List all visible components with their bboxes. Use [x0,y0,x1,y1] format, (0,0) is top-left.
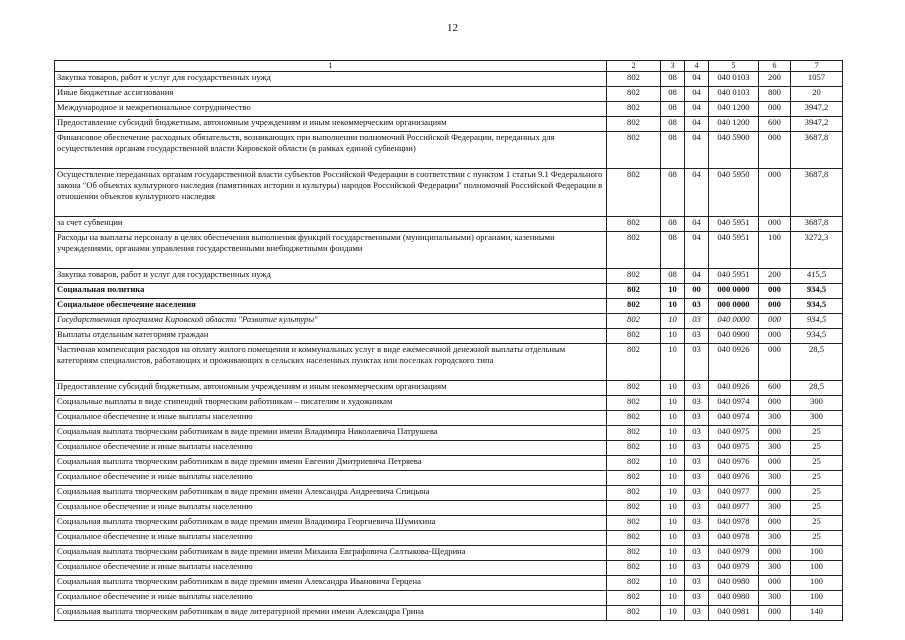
amount: 3687,8 [791,217,843,232]
code-section: 10 [661,576,685,591]
code-subsection: 03 [685,329,709,344]
code-subsection: 04 [685,87,709,102]
code-expense-type: 300 [759,591,791,606]
row-description: Закупка товаров, работ и услуг для государственных нужд [55,269,607,284]
code-subsection: 03 [685,531,709,546]
code-expense-type: 000 [759,102,791,117]
amount: 300 [791,411,843,426]
code-ministry: 802 [607,576,661,591]
code-section: 10 [661,546,685,561]
code-section: 08 [661,269,685,284]
code-section: 10 [661,591,685,606]
code-subsection: 03 [685,441,709,456]
row-description: Выплаты отдельным категориям граждан [55,329,607,344]
code-subsection: 03 [685,381,709,396]
code-section: 10 [661,441,685,456]
row-description: Социальное обеспечение и иные выплаты населению [55,531,607,546]
code-ministry: 802 [607,284,661,299]
code-target-article: 040 0981 [709,606,759,621]
code-section: 10 [661,471,685,486]
table-row [55,531,843,546]
code-expense-type: 300 [759,411,791,426]
header-cell: 4 [685,61,709,72]
code-subsection: 04 [685,169,709,217]
table-row [55,344,843,381]
code-subsection: 03 [685,591,709,606]
amount: 25 [791,441,843,456]
code-subsection: 03 [685,576,709,591]
page-number: 12 [447,22,458,34]
table-row [55,217,843,232]
row-description: Международное и межрегиональное сотрудничество [55,102,607,117]
code-target-article: 040 0977 [709,486,759,501]
table-body [55,61,843,621]
code-section: 10 [661,486,685,501]
code-expense-type: 600 [759,381,791,396]
code-ministry: 802 [607,426,661,441]
table-row [55,299,843,314]
code-ministry: 802 [607,117,661,132]
code-target-article: 040 0103 [709,72,759,87]
amount: 100 [791,576,843,591]
code-target-article: 040 0978 [709,516,759,531]
code-target-article: 040 0926 [709,344,759,381]
code-expense-type: 600 [759,117,791,132]
row-description: Предоставление субсидий бюджетным, автономным учреждениям и иным некоммерческим организациям [55,117,607,132]
code-subsection: 03 [685,411,709,426]
code-expense-type: 300 [759,501,791,516]
row-description: Социальная выплата творческим работникам в виде премии имени Евгения Дмитриевича Петряева [55,456,607,471]
code-expense-type: 800 [759,87,791,102]
code-target-article: 040 0103 [709,87,759,102]
code-ministry: 802 [607,486,661,501]
code-expense-type: 300 [759,441,791,456]
code-subsection: 04 [685,269,709,284]
row-description: Социальное обеспечение и иные выплаты населению [55,411,607,426]
amount: 25 [791,531,843,546]
row-description: Социальное обеспечение населения [55,299,607,314]
code-expense-type: 000 [759,606,791,621]
code-expense-type: 300 [759,531,791,546]
code-ministry: 802 [607,531,661,546]
row-description: за счет субвенции [55,217,607,232]
code-section: 08 [661,217,685,232]
code-expense-type: 000 [759,329,791,344]
table-row [55,117,843,132]
code-expense-type: 000 [759,426,791,441]
code-subsection: 00 [685,284,709,299]
code-section: 10 [661,284,685,299]
amount: 28,5 [791,381,843,396]
amount: 934,5 [791,284,843,299]
code-target-article: 040 5950 [709,169,759,217]
table-row [55,411,843,426]
row-description: Закупка товаров, работ и услуг для государственных нужд [55,72,607,87]
code-expense-type: 000 [759,396,791,411]
table-row [55,381,843,396]
row-description: Иные бюджетные ассигнования [55,87,607,102]
code-subsection: 03 [685,396,709,411]
row-description: Социальная выплата творческим работникам в виде премии имени Михаила Евграфовича Салтыкова-Щедрина [55,546,607,561]
code-ministry: 802 [607,501,661,516]
amount: 100 [791,546,843,561]
code-target-article: 040 5951 [709,217,759,232]
table-row [55,72,843,87]
amount: 28,5 [791,344,843,381]
amount: 20 [791,87,843,102]
code-section: 10 [661,299,685,314]
table-row [55,169,843,217]
code-section: 10 [661,606,685,621]
code-section: 08 [661,169,685,217]
amount: 140 [791,606,843,621]
code-target-article: 040 0978 [709,531,759,546]
code-section: 10 [661,329,685,344]
amount: 25 [791,456,843,471]
code-expense-type: 000 [759,314,791,329]
code-ministry: 802 [607,381,661,396]
header-row [55,61,843,72]
row-description: Социальное обеспечение и иные выплаты населению [55,441,607,456]
code-section: 08 [661,72,685,87]
code-ministry: 802 [607,314,661,329]
header-cell: 5 [709,61,759,72]
code-subsection: 04 [685,102,709,117]
code-ministry: 802 [607,396,661,411]
table-row [55,132,843,169]
table-row [55,516,843,531]
code-expense-type: 100 [759,232,791,269]
code-ministry: 802 [607,217,661,232]
header-cell: 3 [661,61,685,72]
table-row [55,486,843,501]
code-ministry: 802 [607,516,661,531]
table-row [55,576,843,591]
amount: 300 [791,396,843,411]
row-description: Социальное обеспечение и иные выплаты населению [55,591,607,606]
code-subsection: 04 [685,72,709,87]
code-expense-type: 300 [759,561,791,576]
table-row [55,284,843,299]
row-description: Предоставление субсидий бюджетным, автономным учреждениям и иным некоммерческим организациям [55,381,607,396]
code-ministry: 802 [607,546,661,561]
table-row [55,606,843,621]
code-ministry: 802 [607,169,661,217]
code-section: 08 [661,132,685,169]
row-description: Социальная выплата творческим работникам в виде литературной премии имени Александра Грина [55,606,607,621]
code-section: 10 [661,411,685,426]
amount: 3947,2 [791,102,843,117]
row-description: Социальная выплата творческим работникам в виде премии имени Александра Андреевича Спицына [55,486,607,501]
code-subsection: 03 [685,314,709,329]
code-section: 10 [661,314,685,329]
code-expense-type: 000 [759,132,791,169]
code-target-article: 040 5900 [709,132,759,169]
code-ministry: 802 [607,87,661,102]
table-row [55,426,843,441]
code-section: 10 [661,531,685,546]
code-section: 10 [661,516,685,531]
amount: 3947,2 [791,117,843,132]
code-ministry: 802 [607,102,661,117]
amount: 934,5 [791,314,843,329]
row-description: Социальные выплаты в виде стипендий творческим работникам – писателям и художникам [55,396,607,411]
code-subsection: 03 [685,561,709,576]
code-target-article: 000 0000 [709,299,759,314]
code-expense-type: 200 [759,72,791,87]
code-subsection: 04 [685,232,709,269]
code-section: 08 [661,87,685,102]
code-expense-type: 300 [759,471,791,486]
row-description: Социальная выплата творческим работникам в виде премии имени Александра Ивановича Герцена [55,576,607,591]
row-description: Социальная выплата творческим работникам в виде премии имени Владимира Николаевича Патрушева [55,426,607,441]
code-target-article: 040 0980 [709,591,759,606]
code-ministry: 802 [607,471,661,486]
code-subsection: 04 [685,117,709,132]
code-target-article: 040 1200 [709,102,759,117]
code-target-article: 040 0980 [709,576,759,591]
code-ministry: 802 [607,606,661,621]
code-section: 10 [661,561,685,576]
amount: 3687,8 [791,132,843,169]
code-expense-type: 000 [759,456,791,471]
table-row [55,501,843,516]
code-section: 08 [661,232,685,269]
code-expense-type: 000 [759,486,791,501]
code-section: 10 [661,344,685,381]
code-ministry: 802 [607,269,661,284]
header-cell: 7 [791,61,843,72]
code-section: 10 [661,456,685,471]
code-target-article: 040 0975 [709,426,759,441]
code-ministry: 802 [607,591,661,606]
code-ministry: 802 [607,299,661,314]
code-expense-type: 000 [759,299,791,314]
row-description: Социальное обеспечение и иные выплаты населению [55,561,607,576]
table-row [55,232,843,269]
code-target-article: 040 0976 [709,456,759,471]
amount: 934,5 [791,299,843,314]
code-ministry: 802 [607,344,661,381]
code-expense-type: 000 [759,516,791,531]
code-subsection: 03 [685,426,709,441]
code-ministry: 802 [607,232,661,269]
table-row [55,314,843,329]
row-description: Социальное обеспечение и иные выплаты населению [55,471,607,486]
row-description: Социальная политика [55,284,607,299]
code-target-article: 000 0000 [709,284,759,299]
table-row [55,591,843,606]
amount: 3687,8 [791,169,843,217]
table-row [55,329,843,344]
code-section: 08 [661,102,685,117]
amount: 25 [791,471,843,486]
code-expense-type: 000 [759,344,791,381]
code-subsection: 04 [685,132,709,169]
code-target-article: 040 0974 [709,411,759,426]
code-subsection: 03 [685,456,709,471]
code-ministry: 802 [607,329,661,344]
row-description: Осуществление переданных органам государственной власти субъектов Российской Федерации в соответствии с пунктом 1 статьи 9.1 Федерального закона "Об объектах культурного наследия (памятниках истории и культуры) народов Российской Федерации" полномочий Российской Федерации в отношении объектов культурного наследия [55,169,607,217]
amount: 415,5 [791,269,843,284]
code-target-article: 040 0975 [709,441,759,456]
row-description: Социальная выплата творческим работникам в виде премии имени Владимира Георгиевича Шумихина [55,516,607,531]
amount: 25 [791,426,843,441]
table-row [55,561,843,576]
code-target-article: 040 0976 [709,471,759,486]
code-expense-type: 000 [759,576,791,591]
code-ministry: 802 [607,561,661,576]
code-target-article: 040 0000 [709,314,759,329]
amount: 25 [791,516,843,531]
table-row [55,546,843,561]
budget-table [54,60,843,621]
code-ministry: 802 [607,72,661,87]
amount: 3272,3 [791,232,843,269]
code-target-article: 040 0900 [709,329,759,344]
code-subsection: 03 [685,344,709,381]
table-row [55,269,843,284]
code-section: 10 [661,426,685,441]
row-description: Частичная компенсация расходов на оплату жилого помещения и коммунальных услуг в виде ежемесячной денежной выплаты отдельным категориям специалистов, работающих и проживающих в сельских населенных пунктах или поселках городского типа [55,344,607,381]
code-expense-type: 000 [759,169,791,217]
code-expense-type: 200 [759,269,791,284]
code-subsection: 03 [685,299,709,314]
table-row [55,441,843,456]
header-cell: 2 [607,61,661,72]
header-cell: 6 [759,61,791,72]
row-description: Финансовое обеспечение расходных обязательств, возникающих при выполнении полномочий Российской Федерации, переданных для осуществления органам государственной власти Кировской области (в рамках единой субвенции) [55,132,607,169]
row-description: Социальное обеспечение и иные выплаты населению [55,501,607,516]
amount: 1057 [791,72,843,87]
amount: 100 [791,591,843,606]
code-subsection: 03 [685,546,709,561]
code-subsection: 03 [685,606,709,621]
table-row [55,87,843,102]
row-description: Государственная программа Кировской области "Развитие культуры" [55,314,607,329]
code-section: 08 [661,117,685,132]
code-target-article: 040 0974 [709,396,759,411]
code-section: 10 [661,501,685,516]
code-expense-type: 000 [759,217,791,232]
table-row [55,471,843,486]
code-subsection: 03 [685,501,709,516]
header-cell: 1 [55,61,607,72]
code-subsection: 03 [685,516,709,531]
code-expense-type: 000 [759,546,791,561]
code-subsection: 04 [685,217,709,232]
code-target-article: 040 5951 [709,232,759,269]
code-subsection: 03 [685,471,709,486]
code-ministry: 802 [607,456,661,471]
code-target-article: 040 0979 [709,546,759,561]
code-ministry: 802 [607,411,661,426]
code-ministry: 802 [607,441,661,456]
code-subsection: 03 [685,486,709,501]
code-ministry: 802 [607,132,661,169]
amount: 100 [791,561,843,576]
code-target-article: 040 0979 [709,561,759,576]
code-section: 10 [661,381,685,396]
table-row [55,456,843,471]
code-target-article: 040 0977 [709,501,759,516]
code-expense-type: 000 [759,284,791,299]
table-row [55,102,843,117]
amount: 934,5 [791,329,843,344]
amount: 25 [791,501,843,516]
table-row [55,396,843,411]
row-description: Расходы на выплаты персоналу в целях обеспечения выполнения функций государственными (муниципальными) органами, казенными учреждениями, органами управления государственными внебюджетными фондами [55,232,607,269]
code-section: 10 [661,396,685,411]
amount: 25 [791,486,843,501]
code-target-article: 040 0926 [709,381,759,396]
code-target-article: 040 1200 [709,117,759,132]
code-target-article: 040 5951 [709,269,759,284]
